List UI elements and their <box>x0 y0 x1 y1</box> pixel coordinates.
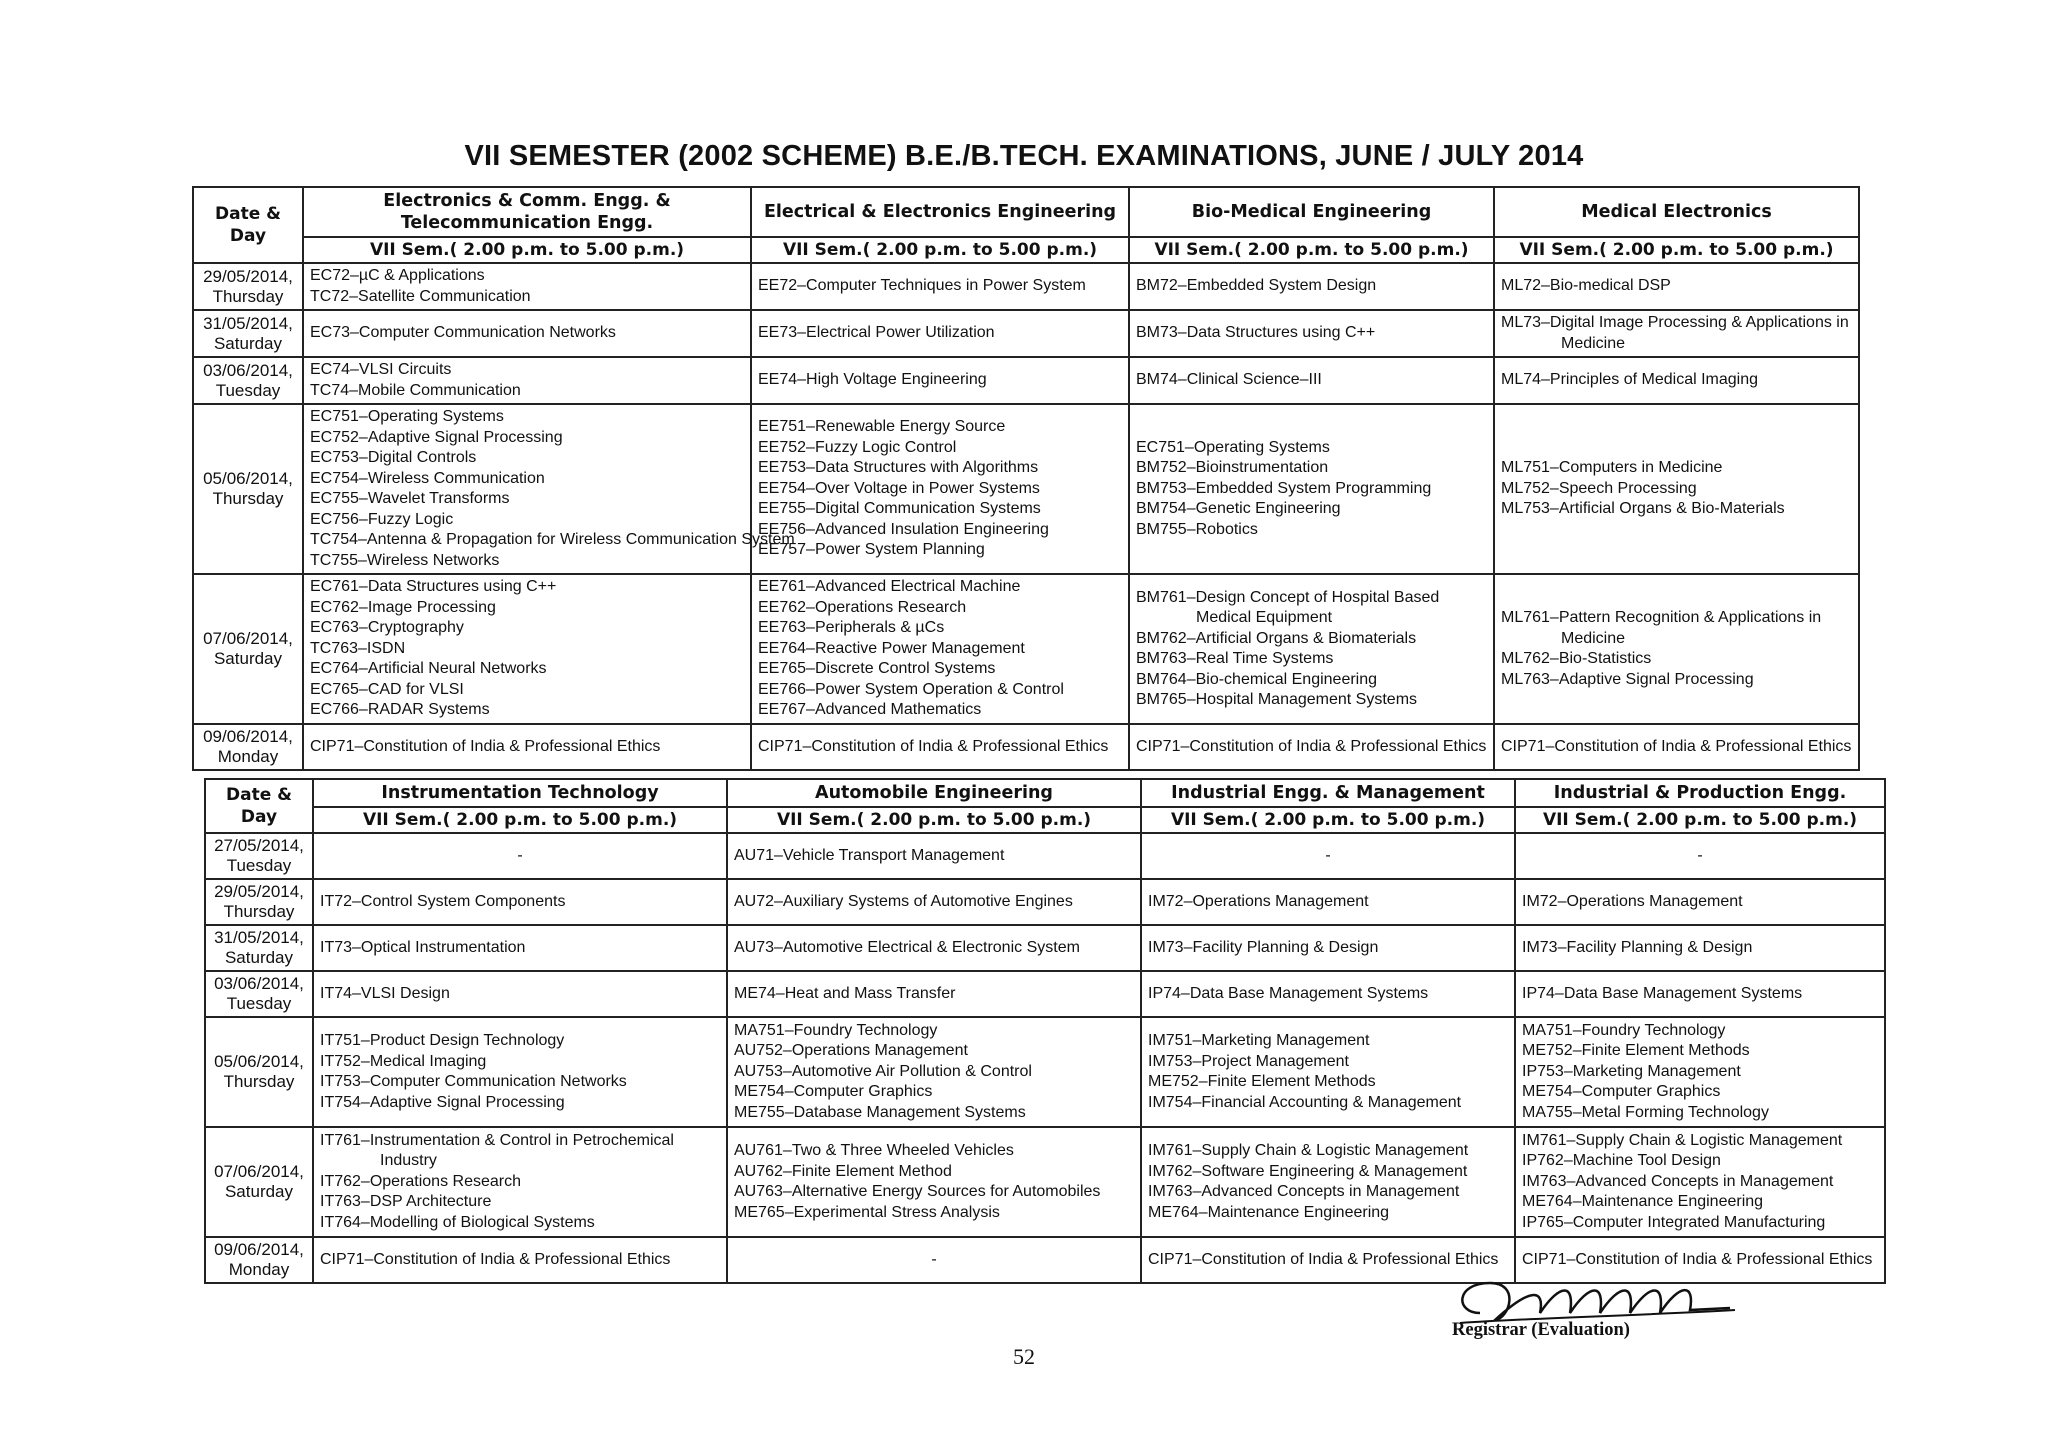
subject-cell <box>313 833 727 879</box>
subject-line: EC762–Image Processing <box>310 598 496 616</box>
subject-cell <box>751 724 1129 770</box>
subject-line: EC756–Fuzzy Logic <box>310 510 454 528</box>
subject-cell <box>751 310 1129 357</box>
subject-line: IT763–DSP Architecture <box>320 1193 492 1211</box>
subject-line: AU753–Automotive Air Pollution & Control <box>734 1062 1032 1080</box>
date-day-cell <box>205 833 313 879</box>
subject-line: ME74–Heat and Mass Transfer <box>734 984 956 1002</box>
subject-line: EC753–Digital Controls <box>310 449 477 466</box>
subject-cell <box>727 1127 1141 1237</box>
subject-cell <box>1141 925 1515 971</box>
subject-line: EC764–Artificial Neural Networks <box>310 660 547 678</box>
subject-line: IT72–Control System Components <box>320 892 566 910</box>
subject-cell <box>727 1237 1141 1283</box>
table2-body <box>205 833 1885 1283</box>
date-day-cell <box>193 574 303 724</box>
subject-line: IM72–Operations Management <box>1522 892 1743 910</box>
subject-cell <box>313 1237 727 1283</box>
subject-line: CIP71–Constitution of India & Professional Ethics <box>1136 737 1487 755</box>
subject-cell <box>1129 263 1494 310</box>
subject-line: IT762–Operations Research <box>320 1172 521 1190</box>
subject-cell <box>727 833 1141 879</box>
date-day-cell <box>205 1237 313 1283</box>
subject-line: EC763–Cryptography <box>310 619 464 637</box>
subject-line: BM765–Hospital Management Systems <box>1136 691 1418 708</box>
subject-line: EE74–High Voltage Engineering <box>758 371 987 389</box>
subject-line: MA755–Metal Forming Technology <box>1522 1103 1769 1121</box>
exam-day: Monday <box>228 1260 290 1279</box>
date-day-cell <box>193 263 303 310</box>
subject-line: Medicine <box>1561 629 1626 647</box>
subject-line: BM755–Robotics <box>1136 520 1258 538</box>
date-day-cell <box>193 404 303 574</box>
subject-line: IT761–Instrumentation & Control in Petrochemical <box>320 1131 674 1149</box>
subject-cell <box>1141 833 1515 879</box>
subject-line: IM73–Facility Planning & Design <box>1522 938 1753 956</box>
subject-line: EE767–Advanced Mathematics <box>758 701 982 719</box>
subject-line: IT753–Computer Communication Networks <box>320 1073 627 1090</box>
subject-cell <box>303 357 751 404</box>
subject-line: IT752–Medical Imaging <box>320 1052 487 1070</box>
subject-cell <box>313 879 727 925</box>
session-header: VII Sem.( 2.00 p.m. to 5.00 p.m.) <box>751 237 1129 263</box>
subject-cell <box>751 574 1129 724</box>
subject-line: CIP71–Constitution of India & Professional Ethics <box>1522 1250 1873 1268</box>
subject-cell <box>303 310 751 357</box>
subject-line: EE755–Digital Communication Systems <box>758 500 1041 518</box>
subject-line: BM763–Real Time Systems <box>1136 650 1334 667</box>
subject-line: IM761–Supply Chain & Logistic Management <box>1522 1131 1843 1149</box>
subject-cell <box>303 574 751 724</box>
subject-cell <box>1515 1017 1885 1127</box>
subject-line: IP74–Data Base Management Systems <box>1522 984 1803 1002</box>
subject-line: EE764–Reactive Power Management <box>758 639 1025 657</box>
table-row <box>205 1127 1885 1237</box>
column-header: Electrical & Electronics Engineering <box>751 187 1129 237</box>
session-header: VII Sem.( 2.00 p.m. to 5.00 p.m.) <box>727 807 1141 833</box>
subject-line: BM73–Data Structures using C++ <box>1136 324 1376 342</box>
table-row <box>205 1017 1885 1127</box>
date-day-header: Date & Day <box>193 187 303 263</box>
table-row <box>193 724 1859 770</box>
subject-line: EC73–Computer Communication Networks <box>310 324 616 342</box>
table-row <box>193 574 1859 724</box>
exam-date: 09/06/2014, <box>203 727 293 746</box>
subject-line: CIP71–Constitution of India & Professional Ethics <box>1501 737 1852 755</box>
subject-cell <box>727 879 1141 925</box>
subject-line: ME752–Finite Element Methods <box>1148 1073 1376 1090</box>
subject-line: IM72–Operations Management <box>1148 892 1369 910</box>
subject-line: ME752–Finite Element Methods <box>1522 1042 1750 1060</box>
subject-line: BM754–Genetic Engineering <box>1136 500 1341 518</box>
exam-day: Thursday <box>223 1072 295 1091</box>
exam-day: Thursday <box>223 902 295 921</box>
subject-line: AU763–Alternative Energy Sources for Automobiles <box>734 1183 1101 1200</box>
exam-date: 05/06/2014, <box>203 469 293 488</box>
session-header: VII Sem.( 2.00 p.m. to 5.00 p.m.) <box>1141 807 1515 833</box>
subject-cell <box>727 971 1141 1017</box>
exam-day: Thursday <box>212 489 284 508</box>
subject-line: ML752–Speech Processing <box>1501 479 1697 497</box>
subject-line: EC765–CAD for VLSI <box>310 680 464 698</box>
subject-line: EE762–Operations Research <box>758 598 967 616</box>
subject-cell <box>1515 1127 1885 1237</box>
subject-line: ML73–Digital Image Processing & Applications in <box>1501 314 1849 331</box>
subject-line: ML762–Bio-Statistics <box>1501 650 1652 667</box>
exam-day: Tuesday <box>226 856 292 875</box>
subject-cell <box>1494 404 1859 574</box>
exam-day: Saturday <box>213 333 283 353</box>
table-row <box>193 310 1859 357</box>
subject-line: Medicine <box>1561 334 1626 352</box>
table-row <box>205 925 1885 971</box>
subject-line: EC761–Data Structures using C++ <box>310 578 557 596</box>
column-header: Industrial & Production Engg. <box>1515 779 1885 807</box>
subject-line: EE754–Over Voltage in Power Systems <box>758 479 1040 497</box>
subject-line: EE72–Computer Techniques in Power System <box>758 277 1086 295</box>
subject-line: EE766–Power System Operation & Control <box>758 680 1064 698</box>
subject-cell <box>303 404 795 574</box>
exam-date: 05/06/2014, <box>214 1052 304 1071</box>
table1-body <box>193 263 1859 770</box>
table-row <box>193 357 1859 404</box>
subject-line: EC72–µC & Applications <box>310 267 485 284</box>
date-day-cell <box>205 1127 313 1237</box>
subject-line: MA751–Foundry Technology <box>1522 1021 1726 1039</box>
subject-line: TC72–Satellite Communication <box>310 287 531 305</box>
subject-line: IM753–Project Management <box>1148 1052 1349 1070</box>
exam-date: 03/06/2014, <box>214 974 304 993</box>
exam-day: Saturday <box>224 1182 294 1201</box>
subject-line: IT73–Optical Instrumentation <box>320 938 526 956</box>
subject-line: CIP71–Constitution of India & Professional Ethics <box>1148 1250 1499 1268</box>
subject-line: IM73–Facility Planning & Design <box>1148 938 1379 956</box>
subject-line: EE765–Discrete Control Systems <box>758 660 996 678</box>
subject-cell <box>1515 925 1885 971</box>
subject-line: ME764–Maintenance Engineering <box>1148 1203 1390 1221</box>
subject-cell <box>1129 724 1494 770</box>
subject-line: EC752–Adaptive Signal Processing <box>310 428 563 446</box>
subject-line: - <box>1325 846 1331 864</box>
session-header: VII Sem.( 2.00 p.m. to 5.00 p.m.) <box>313 807 727 833</box>
subject-cell <box>1141 971 1515 1017</box>
column-header: Automobile Engineering <box>727 779 1141 807</box>
exam-date: 07/06/2014, <box>203 629 293 648</box>
subject-line: IT764–Modelling of Biological Systems <box>320 1213 595 1231</box>
subject-line: IM762–Software Engineering & Management <box>1148 1162 1468 1180</box>
subject-line: ME754–Computer Graphics <box>734 1083 933 1101</box>
subject-cell <box>727 1017 1141 1127</box>
subject-line: EE73–Electrical Power Utilization <box>758 324 995 342</box>
subject-line: EE761–Advanced Electrical Machine <box>758 578 1021 596</box>
subject-line: BM761–Design Concept of Hospital Based <box>1136 588 1440 606</box>
exam-day: Tuesday <box>215 380 281 400</box>
subject-line: EE756–Advanced Insulation Engineering <box>758 520 1049 538</box>
subject-line: EC751–Operating Systems <box>310 408 504 425</box>
subject-line: TC763–ISDN <box>310 639 406 657</box>
subject-line: BM762–Artificial Organs & Biomaterials <box>1136 629 1417 647</box>
date-day-cell <box>193 310 303 357</box>
subject-line: CIP71–Constitution of India & Professional Ethics <box>758 737 1109 755</box>
subject-line: - <box>517 846 523 864</box>
subject-line: ME764–Maintenance Engineering <box>1522 1193 1764 1211</box>
subject-cell <box>727 925 1141 971</box>
subject-line: ME755–Database Management Systems <box>734 1103 1026 1121</box>
exam-date: 09/06/2014, <box>214 1240 304 1259</box>
subject-cell <box>1494 357 1859 404</box>
column-header: Bio-Medical Engineering <box>1129 187 1494 237</box>
subject-line: EE757–Power System Planning <box>758 541 985 559</box>
subject-cell <box>1141 1017 1515 1127</box>
subject-line: ME754–Computer Graphics <box>1522 1083 1721 1101</box>
subject-cell <box>1129 310 1494 357</box>
subject-line: CIP71–Constitution of India & Professional Ethics <box>310 737 661 755</box>
timetable-2 <box>204 778 1886 1284</box>
subject-cell <box>751 357 1129 404</box>
subject-line: TC754–Antenna & Propagation for Wireless Communication System <box>310 531 795 548</box>
subject-line: IP762–Machine Tool Design <box>1522 1152 1721 1170</box>
subject-line: BM753–Embedded System Programming <box>1136 479 1432 497</box>
table-row <box>205 879 1885 925</box>
subject-line: IM763–Advanced Concepts in Management <box>1522 1172 1834 1190</box>
subject-line: ML72–Bio-medical DSP <box>1501 277 1671 295</box>
exam-day: Thursday <box>212 286 284 306</box>
subject-line: - <box>1697 846 1703 864</box>
subject-cell <box>1515 879 1885 925</box>
subject-line: ML74–Principles of Medical Imaging <box>1501 371 1759 389</box>
subject-line: Medical Equipment <box>1196 609 1333 626</box>
subject-line: BM764–Bio-chemical Engineering <box>1136 670 1378 688</box>
subject-line: IT751–Product Design Technology <box>320 1032 565 1049</box>
subject-cell <box>1515 833 1885 879</box>
subject-line: IM763–Advanced Concepts in Management <box>1148 1183 1460 1200</box>
exam-date: 29/05/2014, <box>203 266 293 286</box>
subject-line: IT74–VLSI Design <box>320 984 450 1002</box>
subject-line: AU73–Automotive Electrical & Electronic System <box>734 938 1080 956</box>
exam-date: 03/06/2014, <box>203 360 293 380</box>
subject-line: IM751–Marketing Management <box>1148 1032 1370 1049</box>
date-day-cell <box>193 357 303 404</box>
subject-line: ML753–Artificial Organs & Bio-Materials <box>1501 500 1785 518</box>
subject-cell <box>1129 574 1494 724</box>
subject-line: IM761–Supply Chain & Logistic Management <box>1148 1142 1469 1159</box>
subject-line: AU761–Two & Three Wheeled Vehicles <box>734 1142 1014 1159</box>
exam-date: 31/05/2014, <box>214 928 304 947</box>
subject-cell <box>751 404 1129 574</box>
subject-line: AU752–Operations Management <box>734 1042 968 1060</box>
subject-line: AU762–Finite Element Method <box>734 1162 952 1180</box>
date-day-header: Date & Day <box>205 779 313 833</box>
subject-cell <box>1129 357 1494 404</box>
subject-line: IP765–Computer Integrated Manufacturing <box>1522 1213 1826 1231</box>
page-title: VII SEMESTER (2002 SCHEME) B.E./B.TECH. EXAMINATIONS, JUNE / JULY 2014 <box>464 140 1584 172</box>
date-day-cell <box>205 879 313 925</box>
subject-line: MA751–Foundry Technology <box>734 1021 938 1039</box>
table-row <box>193 263 1859 310</box>
subject-line: ML761–Pattern Recognition & Applications in <box>1501 609 1822 626</box>
subject-cell <box>1129 404 1494 574</box>
column-header: Electronics & Comm. Engg. & Telecommunication Engg. <box>303 187 751 237</box>
session-header: VII Sem.( 2.00 p.m. to 5.00 p.m.) <box>1494 237 1859 263</box>
column-header: Medical Electronics <box>1494 187 1859 237</box>
subject-cell <box>313 1017 727 1127</box>
subject-line: EE753–Data Structures with Algorithms <box>758 459 1039 477</box>
subject-line: EC74–VLSI Circuits <box>310 361 452 378</box>
subject-line: IT754–Adaptive Signal Processing <box>320 1093 565 1111</box>
subject-line: EE763–Peripherals & µCs <box>758 619 945 637</box>
subject-line: IP74–Data Base Management Systems <box>1148 984 1429 1002</box>
subject-cell <box>751 263 1129 310</box>
subject-line: ML751–Computers in Medicine <box>1501 459 1723 477</box>
session-header: VII Sem.( 2.00 p.m. to 5.00 p.m.) <box>1515 807 1885 833</box>
subject-cell <box>313 1127 727 1237</box>
subject-cell <box>1141 879 1515 925</box>
subject-line: TC755–Wireless Networks <box>310 551 500 569</box>
session-header: VII Sem.( 2.00 p.m. to 5.00 p.m.) <box>303 237 751 263</box>
exam-date: 27/05/2014, <box>214 836 304 855</box>
exam-date: 31/05/2014, <box>203 313 293 333</box>
subject-cell <box>1494 310 1859 357</box>
date-day-cell <box>193 724 303 770</box>
subject-cell <box>1141 1127 1515 1237</box>
subject-cell <box>303 263 751 310</box>
subject-line: EE752–Fuzzy Logic Control <box>758 438 957 456</box>
column-header: Instrumentation Technology <box>313 779 727 807</box>
subject-cell <box>1515 971 1885 1017</box>
subject-line: EC766–RADAR Systems <box>310 701 490 719</box>
subject-line: BM752–Bioinstrumentation <box>1136 459 1329 477</box>
date-day-cell <box>205 1017 313 1127</box>
subject-line: ML763–Adaptive Signal Processing <box>1501 670 1754 688</box>
subject-line: ME765–Experimental Stress Analysis <box>734 1203 1000 1221</box>
table-row <box>193 404 1859 574</box>
subject-line: TC74–Mobile Communication <box>310 381 521 399</box>
subject-line: IM754–Financial Accounting & Management <box>1148 1093 1462 1111</box>
exam-day: Saturday <box>213 649 283 668</box>
subject-line: EC755–Wavelet Transforms <box>310 490 510 507</box>
subject-cell <box>1494 574 1859 724</box>
exam-date: 07/06/2014, <box>214 1162 304 1181</box>
timetable-1 <box>192 186 1860 771</box>
table-row <box>205 833 1885 879</box>
subject-cell <box>303 724 751 770</box>
subject-line: Industry <box>380 1152 437 1170</box>
exam-day: Monday <box>217 747 279 766</box>
exam-day: Tuesday <box>226 994 292 1013</box>
subject-line: EC751–Operating Systems <box>1136 438 1330 456</box>
table-row <box>205 971 1885 1017</box>
subject-line: AU71–Vehicle Transport Management <box>734 846 1005 864</box>
subject-line: - <box>931 1250 937 1268</box>
subject-line: EE751–Renewable Energy Source <box>758 418 1006 436</box>
date-day-cell <box>205 925 313 971</box>
subject-line: EC754–Wireless Communication <box>310 469 545 487</box>
exam-day: Saturday <box>224 948 294 967</box>
session-header: VII Sem.( 2.00 p.m. to 5.00 p.m.) <box>1129 237 1494 263</box>
subject-cell <box>313 971 727 1017</box>
subject-line: BM72–Embedded System Design <box>1136 277 1377 295</box>
subject-cell <box>1494 263 1859 310</box>
subject-line: AU72–Auxiliary Systems of Automotive Engines <box>734 892 1073 910</box>
subject-line: IP753–Marketing Management <box>1522 1062 1741 1080</box>
column-header: Industrial Engg. & Management <box>1141 779 1515 807</box>
page-number: 52 <box>1013 1344 1035 1369</box>
subject-line: BM74–Clinical Science–III <box>1136 371 1322 389</box>
subject-cell <box>313 925 727 971</box>
subject-line: CIP71–Constitution of India & Professional Ethics <box>320 1250 671 1268</box>
date-day-cell <box>205 971 313 1017</box>
registrar-title: Registrar (Evaluation) <box>1452 1320 1630 1340</box>
subject-cell <box>1494 724 1859 770</box>
exam-date: 29/05/2014, <box>214 882 304 901</box>
